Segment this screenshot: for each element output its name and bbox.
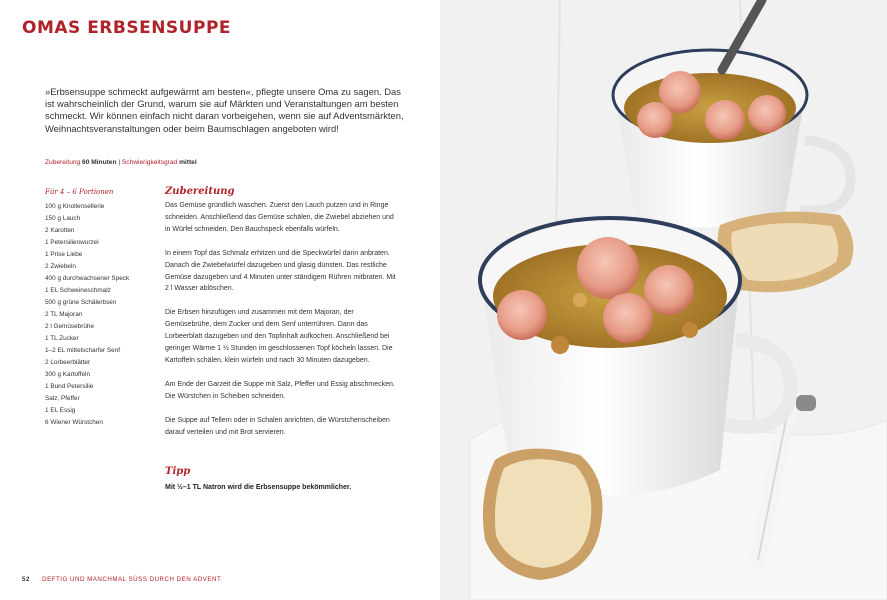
ingredient-item: 100 g Knollensellerie bbox=[45, 203, 105, 210]
prep-time-label: Zubereitung bbox=[45, 159, 81, 166]
ingredient-item: 400 g durchwachsener Speck bbox=[45, 275, 130, 282]
preparation-step: Das Gemüse gründlich waschen. Zuerst den Lauch putzen und in Ringe schneiden. Anschließend das Gemüse schälen, die Zwiebel abziehen und in Würfel schneiden. Den Bauchspeck ebenfalls würfeln. bbox=[165, 202, 394, 233]
ingredient-item: 1 Petersilienwurzel bbox=[45, 239, 99, 246]
ingredient-item: 1–2 EL mittelscharfer Senf bbox=[45, 347, 121, 354]
ingredient-item: 2 Karotten bbox=[45, 227, 75, 234]
ingredient-item: 2 l Gemüsebrühe bbox=[45, 323, 95, 330]
preparation-heading: Zubereitung bbox=[165, 186, 235, 197]
preparation-step: Die Suppe auf Tellern oder in Schalen anrichten, die Würstchenscheiben darauf verteilen und mit Brot servieren. bbox=[165, 416, 390, 436]
ingredients-list bbox=[45, 201, 129, 429]
ingredient-item: 500 g grüne Schälerbsen bbox=[45, 299, 117, 306]
difficulty-label: Schwierigkeitsgrad bbox=[121, 159, 178, 166]
ingredient-item: 150 g Lauch bbox=[45, 215, 81, 222]
ingredient-item: 2 TL Majoran bbox=[45, 311, 83, 318]
prep-time-value: 60 Minuten bbox=[82, 159, 117, 166]
ingredient-item: 1 EL Schweineschmalz bbox=[45, 287, 111, 294]
soup-illustration bbox=[440, 0, 887, 600]
ingredient-item: 6 Wiener Würstchen bbox=[45, 419, 103, 426]
ingredient-item: 1 TL Zucker bbox=[45, 335, 79, 342]
preparation-text bbox=[165, 200, 400, 451]
preparation-step: In einem Topf das Schmalz erhitzen und die Speckwürfel darin anbraten. Danach die Zwiebelwürfel dazugeben und glasig dünsten. Das restliche Gemüse dazugeben und 4 Minuten unter ständigem Rühren mitbraten. Mit 2 l Wasser ablöschen. bbox=[165, 249, 396, 293]
recipe-title: OMAS ERBSENSUPPE bbox=[22, 18, 232, 38]
ingredient-item: 300 g Kartoffeln bbox=[45, 371, 91, 378]
preparation-step: Die Erbsen hinzufügen und zusammen mit dem Majoran, der Gemüsebrühe, dem Zucker und dem Senf unterrühren. Dann das Lorbeerblatt dazugeben und den Topfinhalt aufkochen. Anschließend bei geringer Wärme 1 ½ Stunden im geschlossenen Topf köcheln lassen. Die Kartoffeln schälen, klein würfeln und nach 30 Minuten dazugeben. bbox=[165, 309, 393, 364]
ingredient-item: 2 Zwiebeln bbox=[45, 263, 76, 270]
recipe-page bbox=[0, 0, 440, 600]
ingredient-item: 1 Prise Liebe bbox=[45, 251, 83, 258]
tip-heading: Tipp bbox=[165, 466, 191, 477]
page-footer bbox=[22, 576, 221, 583]
bread-slice-front bbox=[483, 449, 603, 580]
chapter-title: DEFTIG UND MANCHMAL SÜSS DURCH DEN ADVENT bbox=[42, 576, 222, 583]
ingredient-item: Salz, Pfeffer bbox=[45, 395, 80, 402]
difficulty-value: mittel bbox=[179, 159, 197, 166]
recipe-meta: Zubereitung 60 Minuten | Schwierigkeitsgrad mittel bbox=[45, 159, 197, 166]
preparation-step: Am Ende der Garzeit die Suppe mit Salz, Pfeffer und Essig abschmecken. Die Würstchen in Scheiben schneiden. bbox=[165, 380, 395, 400]
ingredients-heading: Für 4 – 6 Portionen bbox=[45, 188, 114, 196]
ingredient-item: 1 EL Essig bbox=[45, 407, 76, 414]
recipe-intro: »Erbsensuppe schmeckt aufgewärmt am besten«, pflegte unsere Oma zu sagen. Das ist wahrscheinlich der Grund, warum sie auf Märkten und Veranstaltungen am besten schmeckt. Wir können einfach nicht daran vorbeigehen, wenn sie auf Adventsmärkten, Weihnachtsveranstaltungen oder beim Baumschlagen angeboten wird! bbox=[45, 86, 404, 134]
page-number: 52 bbox=[22, 576, 30, 583]
ingredient-item: 1 Bund Petersilie bbox=[45, 383, 94, 390]
soup-photo bbox=[440, 0, 887, 600]
ingredient-item: 2 Lorbeerblätter bbox=[45, 359, 91, 366]
tip-text: Mit ½–1 TL Natron wird die Erbsensuppe bekömmlicher. bbox=[165, 484, 352, 491]
